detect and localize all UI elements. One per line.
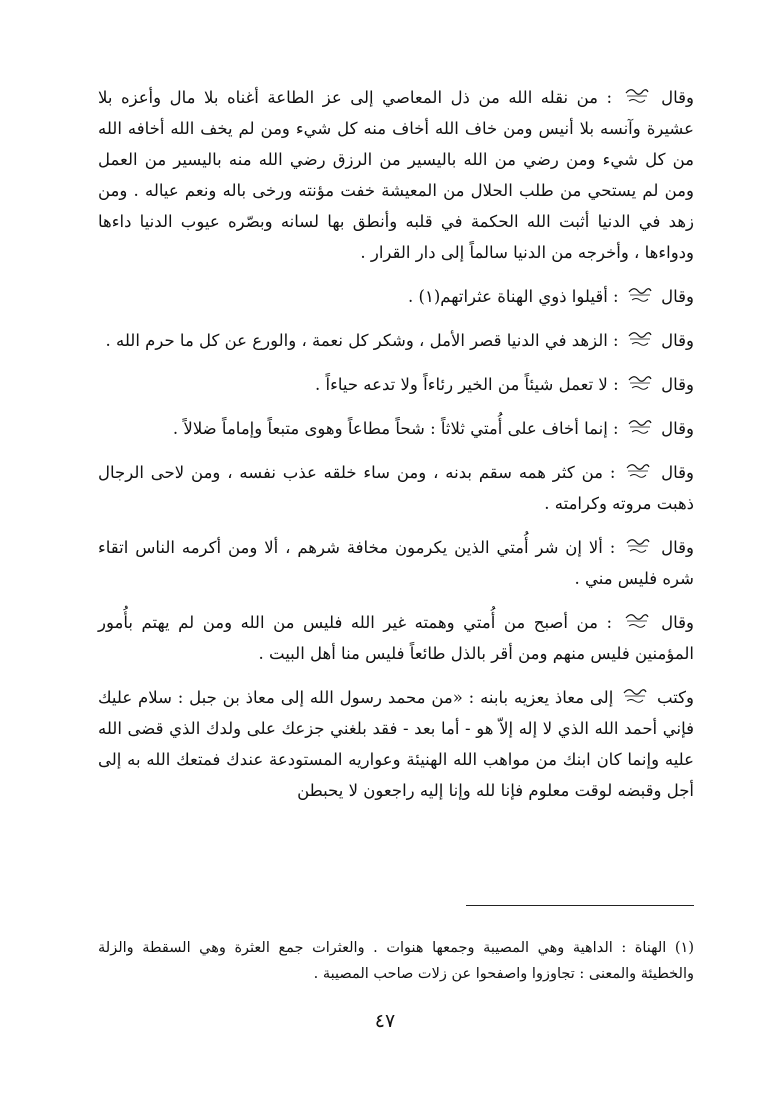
paragraph-lead: وقال	[661, 331, 694, 350]
paragraph-text: : إنما أخاف على أُمتي ثلاثاً : شحاً مطاعاً وهوى متبعاً وإماماً ضلالاً .	[172, 419, 619, 438]
salawat-ligature-icon	[627, 415, 653, 437]
paragraph	[98, 457, 694, 519]
salawat-ligature-icon	[624, 84, 650, 106]
paragraph-text: : أقيلوا ذوي الهناة عثراتهم(١) .	[408, 287, 619, 306]
paragraph-lead: وقال	[661, 88, 694, 107]
paragraph-lead: وقال	[661, 375, 694, 394]
salawat-ligature-icon	[627, 327, 653, 349]
paragraph-lead: وقال	[661, 538, 694, 557]
paragraph-text: : من كثر همه سقم بدنه ، ومن ساء خلقه عذب نفسه ، ومن لاحى الرجال ذهبت مروته وكرامته .	[98, 463, 694, 513]
salawat-ligature-icon	[622, 684, 648, 706]
salawat-ligature-icon	[625, 459, 651, 481]
paragraph-lead: وقال	[661, 287, 694, 306]
paragraph-text: : لا تعمل شيئاً من الخير رئاءاً ولا تدعه حياءاً .	[315, 375, 619, 394]
paragraph-text: : من نقله الله من ذل المعاصي إلى عز الطاعة أغناه بلا مال وأعزه بلا عشيرة وآنسه بلا أنيس ومن خاف الله أخاف منه كل شيء ومن لم يخف الله أخافه الله من كل شيء ومن رضي من الله باليسير من الرزق رضي الله منه باليسير من العمل ومن لم يستحي من طلب الحلال من المعيشة خفت مؤنته ورخى باله ونعم عياله . ومن زهد في الدنيا أثبت الله الحكمة في قلبه وأنطق بها لسانه وبصّره عيوب الدنيا داءها ودواءها ، وأخرجه من الدنيا سالماً إلى دار القرار .	[98, 88, 694, 262]
paragraph-lead: وقال	[661, 613, 695, 632]
paragraph-text: : ألا إن شر أُمتي الذين يكرمون مخافة شرهم ، ألا ومن أكرمه الناس اتقاء شره فليس مني .	[98, 538, 694, 588]
paragraph-text: : الزهد في الدنيا قصر الأمل ، وشكر كل نعمة ، والورع عن كل ما حرم الله .	[105, 331, 619, 350]
paragraph	[98, 369, 694, 400]
paragraph-text: : من أصبح من أُمتي وهمته غير الله فليس من الله ومن لم يهتم بأُمور المؤمنين فليس منهم ومن أقر بالذل طائعاً فليس منا أهل البيت .	[98, 613, 694, 663]
paragraph	[98, 413, 694, 444]
paragraph	[98, 532, 694, 594]
paragraph-text: إلى معاذ يعزيه بابنه : «من محمد رسول الله إلى معاذ بن جبل : سلام عليك فإني أحمد الله الذي لا إله إلاّ هو - أما بعد - فقد بلغني جزعك على ولدك الذي قضى الله عليه وإنما كان ابنك من مواهب الله الهنيئة وعواريه المستودعة عندك فمتعك الله به إلى أجل وقبضه لوقت معلوم فإنا لله وإنا إليه راجعون لا يحبطن	[98, 688, 694, 800]
salawat-ligature-icon	[627, 283, 653, 305]
paragraph	[98, 82, 694, 268]
paragraph	[98, 682, 694, 806]
paragraph	[98, 325, 694, 356]
paragraph-lead: وقال	[661, 419, 694, 438]
salawat-ligature-icon	[625, 534, 651, 556]
salawat-ligature-icon	[624, 609, 650, 631]
main-text	[98, 82, 694, 819]
paragraph	[98, 607, 694, 669]
footnote: (١) الهناة : الداهية وهي المصيبة وجمعها هنوات . والعثرات جمع العثرة وهي السقطة والزلة والخطيئة والمعنى : تجاوزوا واصفحوا عن زلات صاحب المصيبة .	[98, 940, 694, 982]
paragraph-lead: وكتب	[656, 688, 694, 707]
paragraph-lead: وقال	[661, 463, 694, 482]
salawat-ligature-icon	[627, 371, 653, 393]
footnote-divider	[466, 905, 694, 906]
paragraph	[98, 281, 694, 312]
page-number: ٤٧	[374, 1010, 396, 1032]
